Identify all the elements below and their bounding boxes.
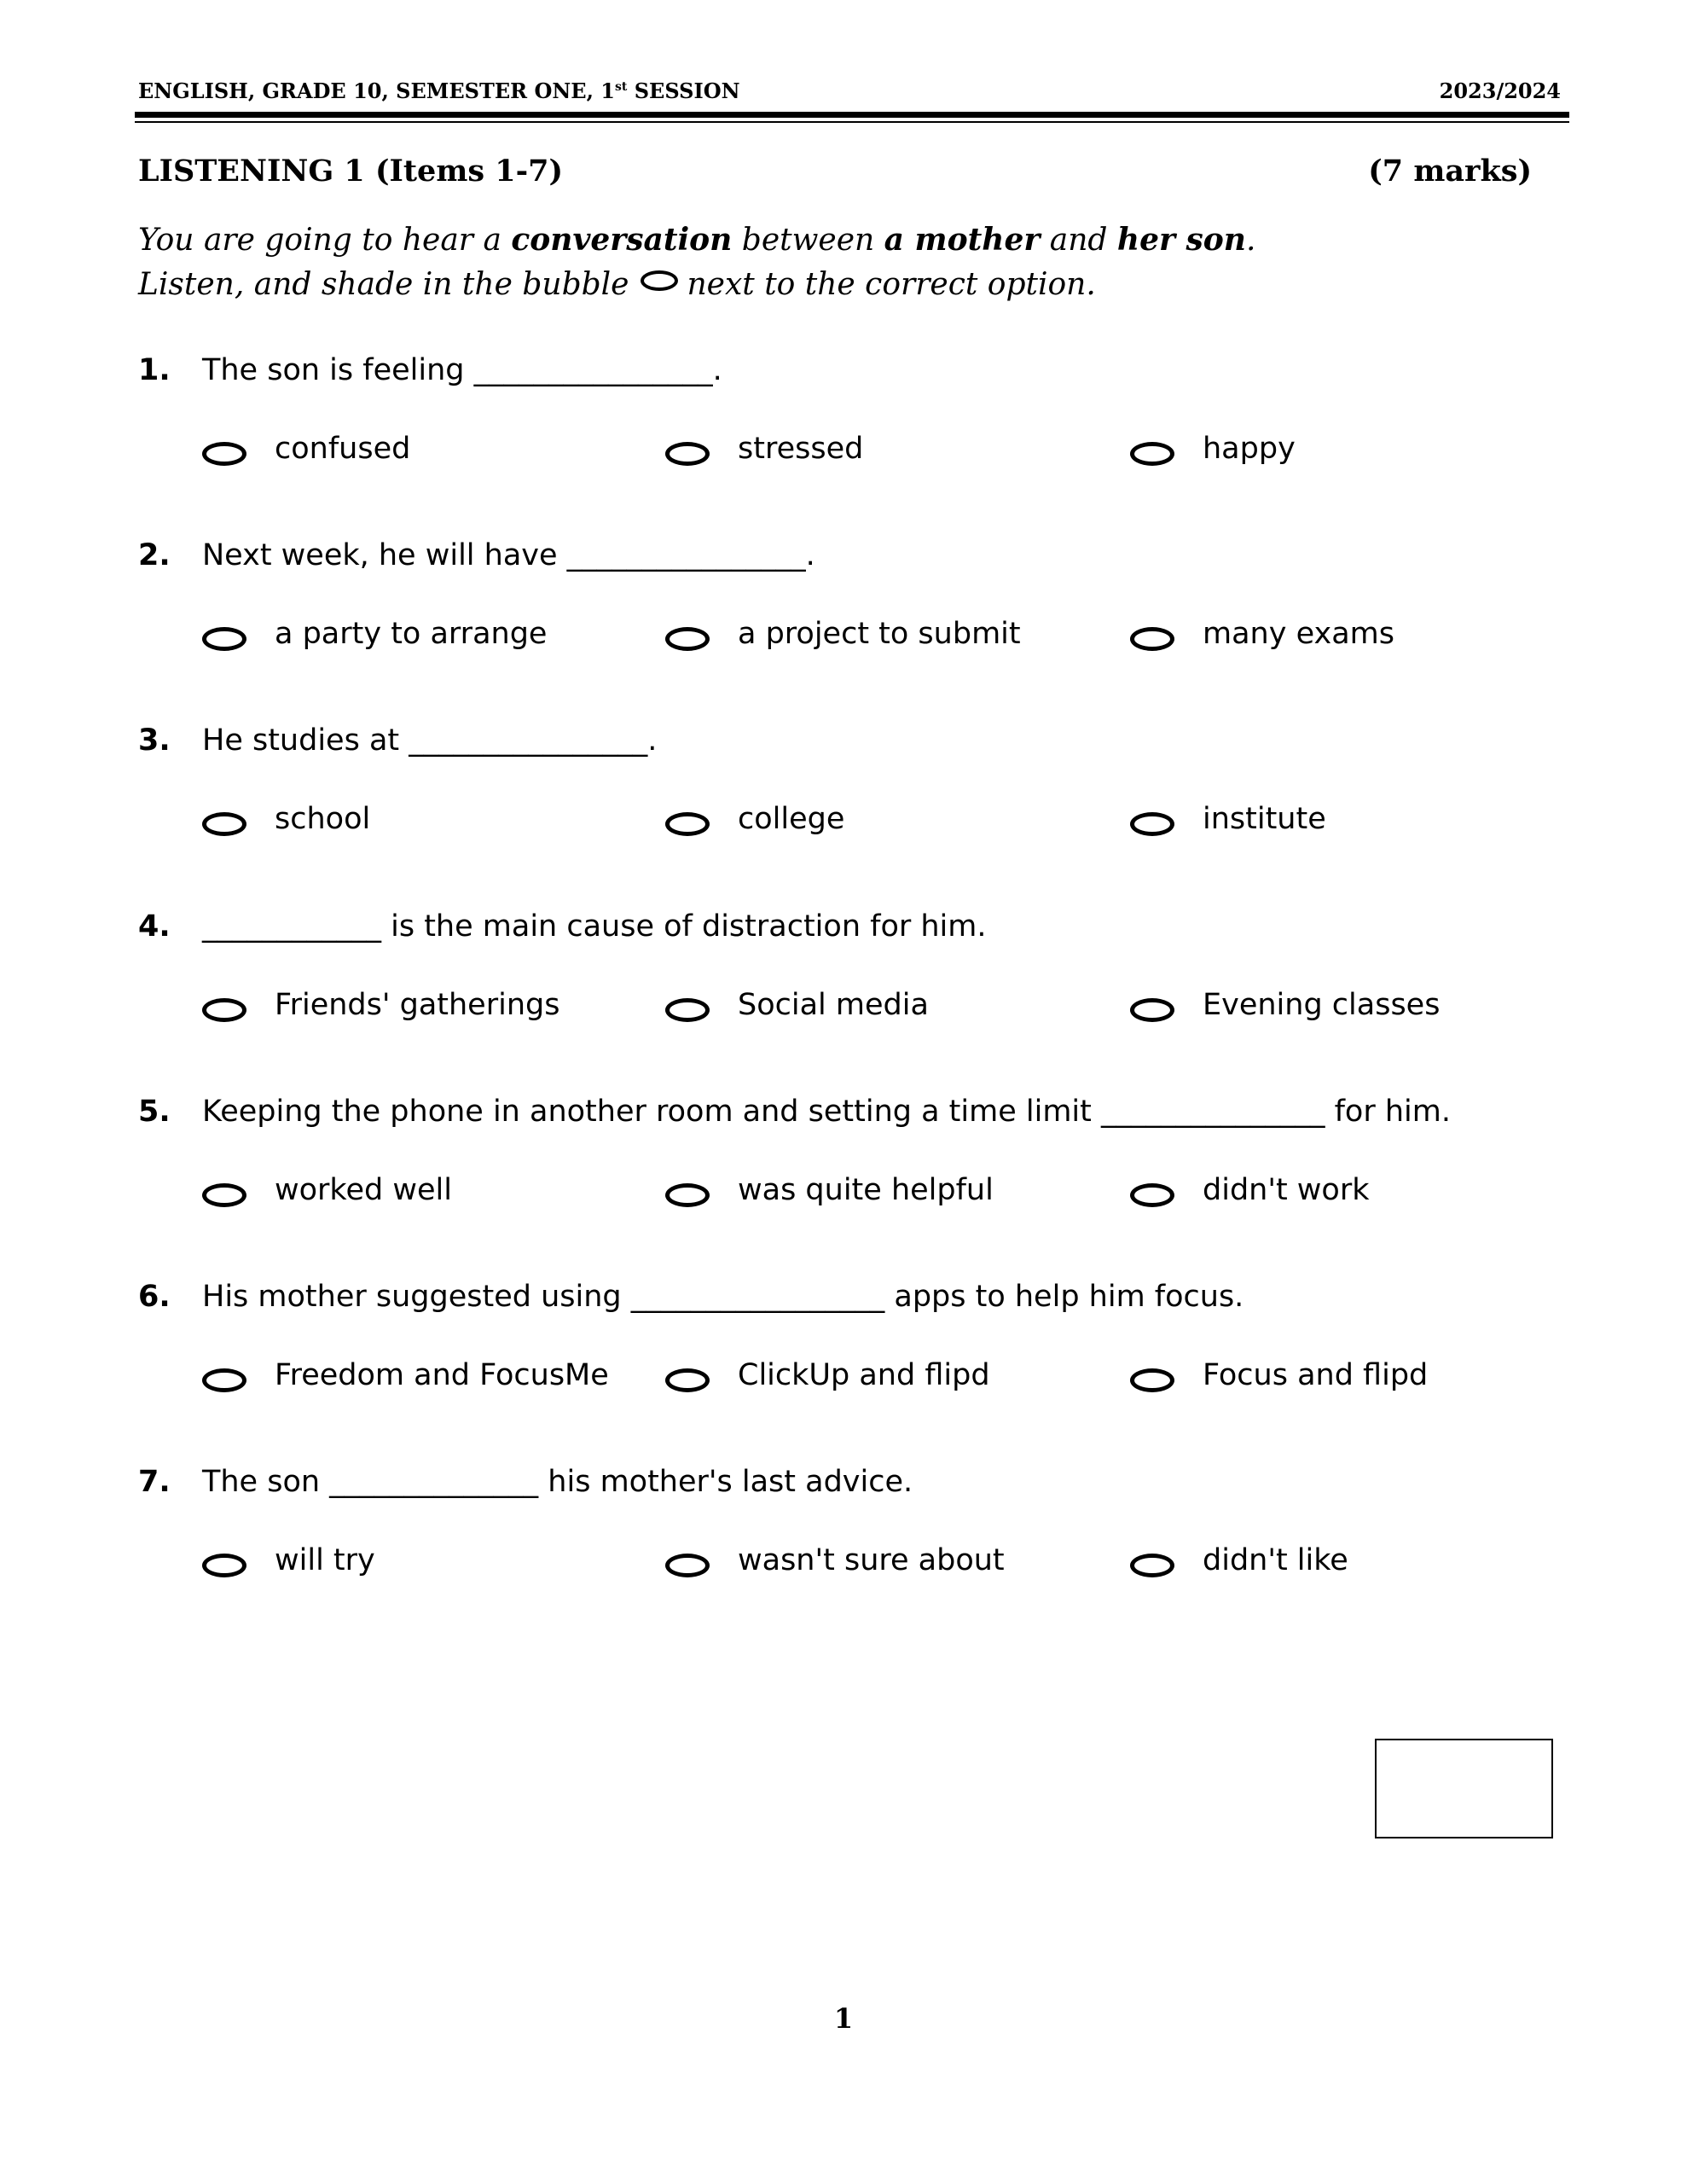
option-label: many exams xyxy=(1203,617,1394,651)
option-label: ClickUp and flipd xyxy=(738,1358,990,1392)
answer-bubble[interactable] xyxy=(1130,1368,1174,1392)
header-rule-thick xyxy=(135,112,1569,118)
question-5 xyxy=(0,1095,1687,1265)
answer-bubble[interactable] xyxy=(1130,1554,1174,1577)
answer-bubble[interactable] xyxy=(1130,1183,1174,1207)
question-6 xyxy=(0,1280,1687,1450)
option-label: school xyxy=(275,802,371,836)
page-number: 1 xyxy=(833,2002,854,2035)
option-label: didn't like xyxy=(1203,1543,1348,1577)
option-label: happy xyxy=(1203,432,1296,466)
option-label: stressed xyxy=(738,432,864,466)
question-7 xyxy=(0,1465,1687,1635)
option-label: institute xyxy=(1203,802,1326,836)
header-year: 2023/2024 xyxy=(1439,78,1561,103)
option-label: a project to submit xyxy=(738,617,1021,651)
answer-bubble[interactable] xyxy=(202,1554,246,1577)
question-1 xyxy=(0,353,1687,524)
score-box xyxy=(1375,1739,1553,1838)
question-3 xyxy=(0,723,1687,894)
question-number: 6. xyxy=(138,1280,171,1314)
header-course-info: ENGLISH, GRADE 10, SEMESTER ONE, 1st SESSION xyxy=(138,78,740,103)
answer-bubble[interactable] xyxy=(1130,998,1174,1022)
question-text: ____________ is the main cause of distraction for him. xyxy=(202,909,987,944)
question-text: Next week, he will have ________________. xyxy=(202,538,815,572)
answer-bubble[interactable] xyxy=(202,1368,246,1392)
section-marks: (7 marks) xyxy=(1368,154,1532,189)
question-2 xyxy=(0,538,1687,709)
option-label: confused xyxy=(275,432,411,466)
answer-bubble[interactable] xyxy=(202,627,246,651)
answer-bubble[interactable] xyxy=(665,1554,710,1577)
answer-bubble[interactable] xyxy=(665,998,710,1022)
option-label: a party to arrange xyxy=(275,617,548,651)
answer-bubble[interactable] xyxy=(1130,812,1174,836)
option-label: wasn't sure about xyxy=(738,1543,1005,1577)
instruction-line-2: Listen, and shade in the bubble next to the correct option. xyxy=(138,267,1096,302)
answer-bubble[interactable] xyxy=(1130,442,1174,466)
answer-bubble[interactable] xyxy=(665,442,710,466)
question-number: 4. xyxy=(138,909,171,944)
option-label: worked well xyxy=(275,1173,452,1207)
option-label: college xyxy=(738,802,845,836)
option-label: Focus and flipd xyxy=(1203,1358,1429,1392)
question-text: The son ______________ his mother's last advice. xyxy=(202,1465,913,1499)
answer-bubble[interactable] xyxy=(665,627,710,651)
option-label: Freedom and FocusMe xyxy=(275,1358,609,1392)
question-number: 2. xyxy=(138,538,171,572)
question-number: 7. xyxy=(138,1465,171,1499)
option-label: will try xyxy=(275,1543,375,1577)
answer-bubble[interactable] xyxy=(665,1183,710,1207)
question-text: Keeping the phone in another room and setting a time limit _______________ for him. xyxy=(202,1095,1451,1129)
answer-bubble[interactable] xyxy=(665,812,710,836)
option-label: Social media xyxy=(738,988,929,1022)
question-text: The son is feeling ________________. xyxy=(202,353,722,387)
answer-bubble[interactable] xyxy=(202,442,246,466)
answer-bubble[interactable] xyxy=(202,998,246,1022)
question-number: 1. xyxy=(138,353,171,387)
option-label: Evening classes xyxy=(1203,988,1441,1022)
bubble-icon xyxy=(641,270,678,291)
answer-bubble[interactable] xyxy=(202,812,246,836)
question-4 xyxy=(0,909,1687,1080)
question-text: His mother suggested using _________________ apps to help him focus. xyxy=(202,1280,1244,1314)
page-header xyxy=(138,78,1561,104)
answer-bubble[interactable] xyxy=(1130,627,1174,651)
question-text: He studies at ________________. xyxy=(202,723,658,758)
question-number: 5. xyxy=(138,1095,171,1129)
option-label: Friends' gatherings xyxy=(275,988,560,1022)
answer-bubble[interactable] xyxy=(665,1368,710,1392)
option-label: was quite helpful xyxy=(738,1173,994,1207)
option-label: didn't work xyxy=(1203,1173,1370,1207)
header-rule-thin xyxy=(135,121,1569,123)
answer-bubble[interactable] xyxy=(202,1183,246,1207)
instruction-line-1: You are going to hear a conversation between a mother and her son. xyxy=(138,222,1256,258)
section-title: LISTENING 1 (Items 1-7) xyxy=(138,154,564,189)
question-number: 3. xyxy=(138,723,171,758)
